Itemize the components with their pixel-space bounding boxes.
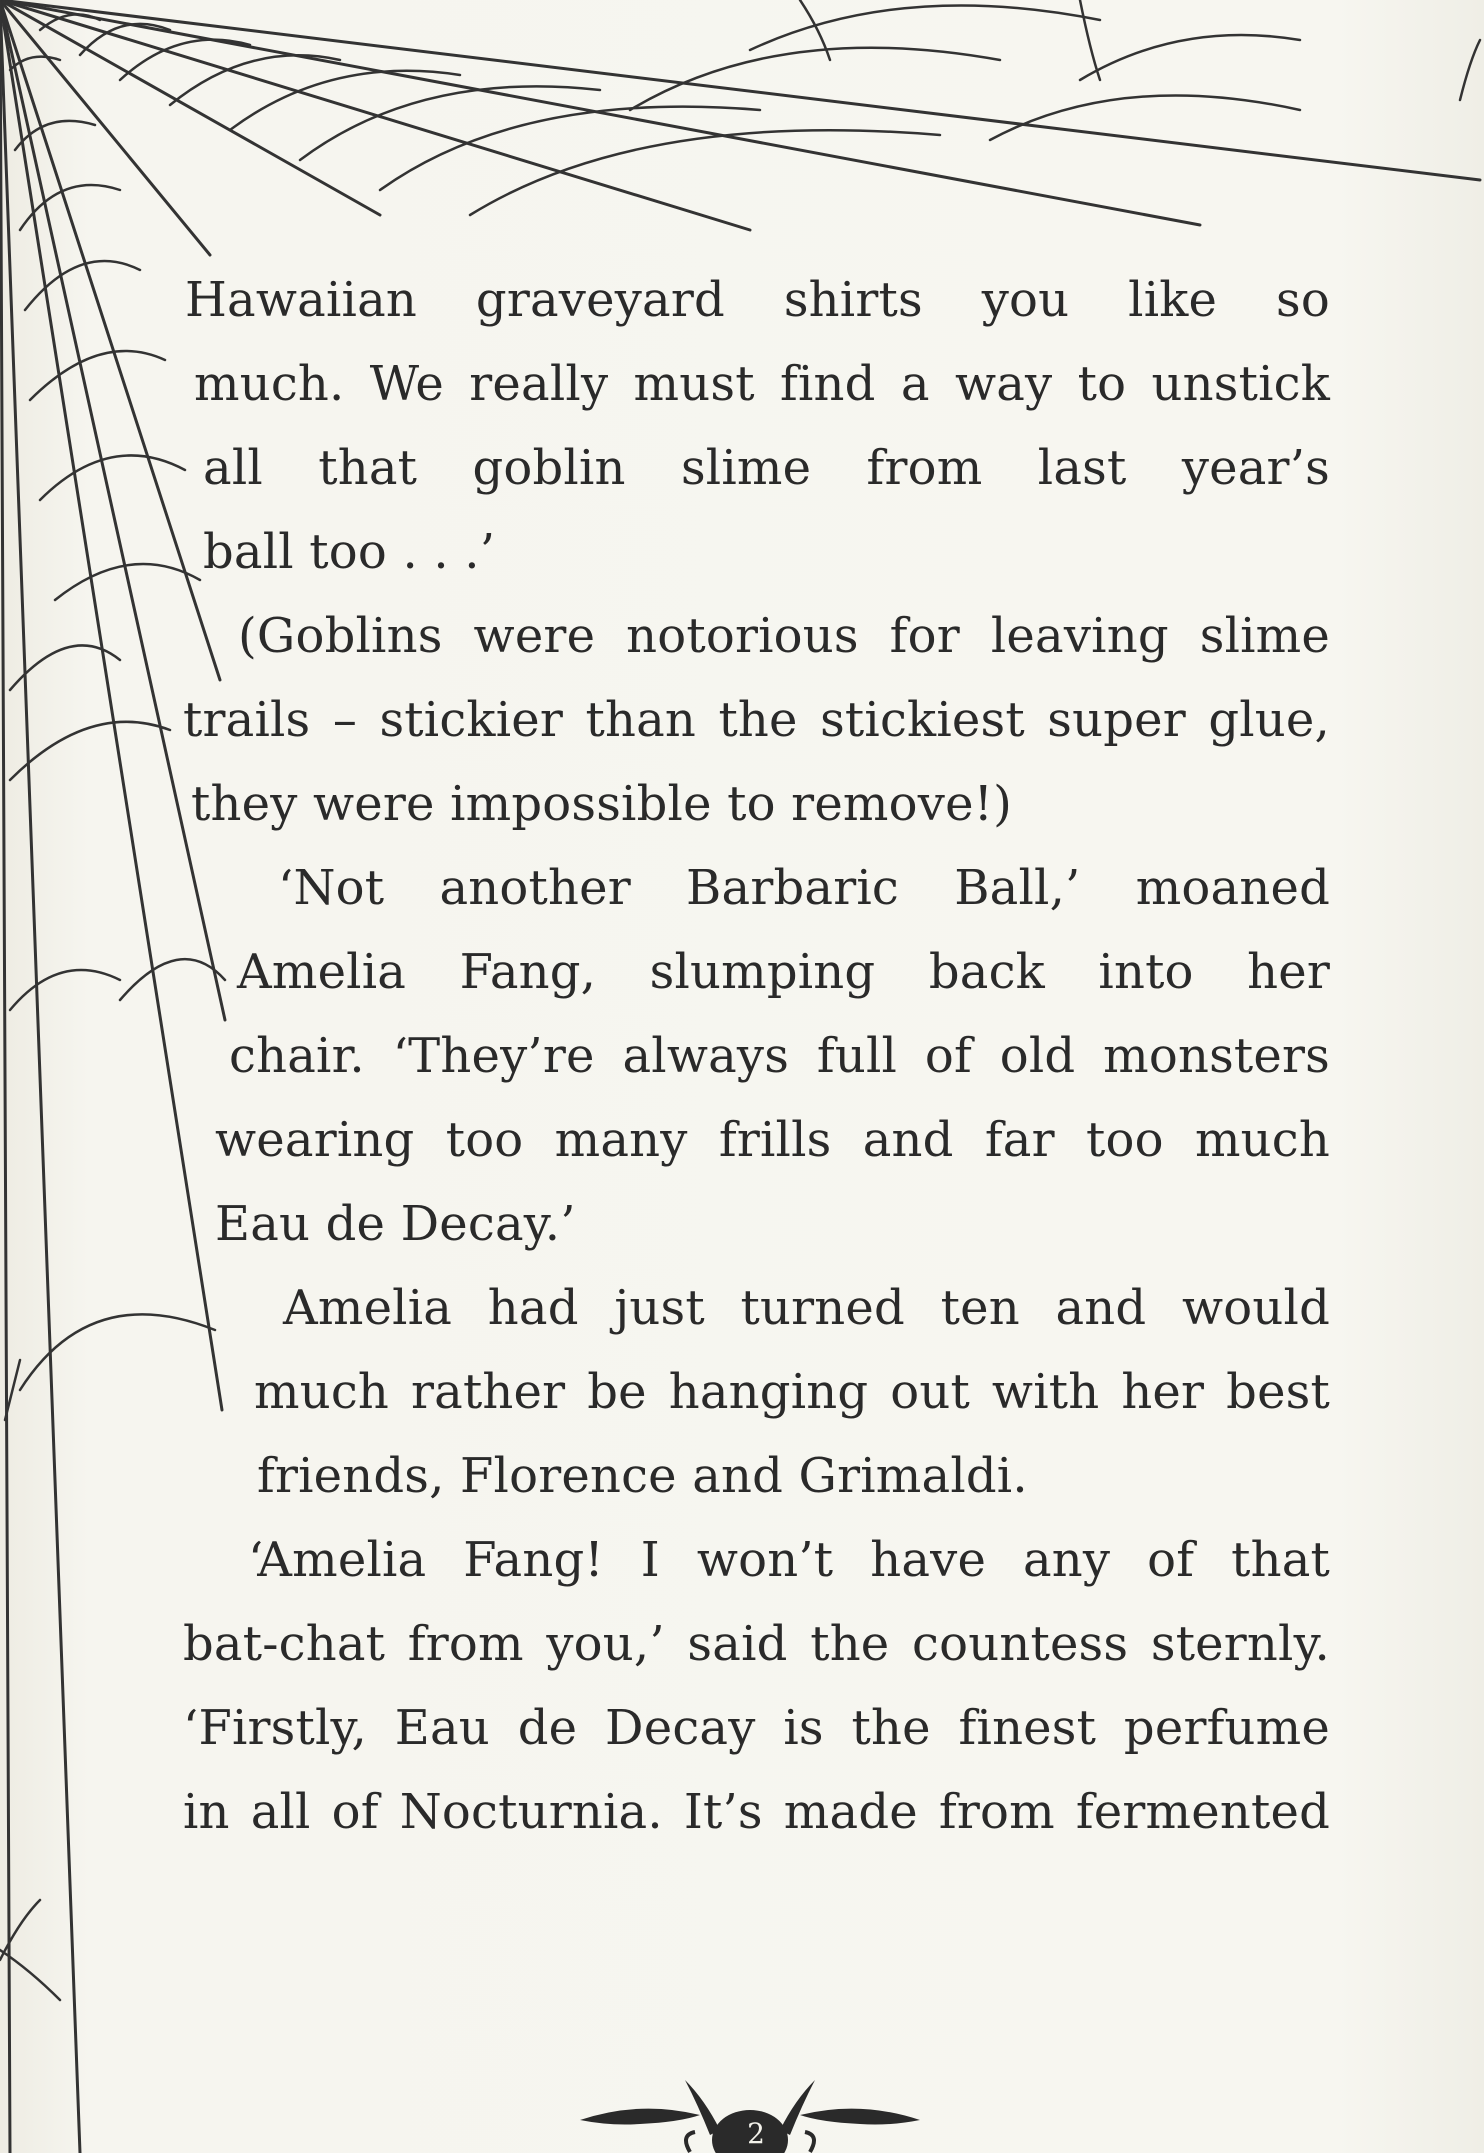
text-line: Hawaiian graveyard shirts you like so xyxy=(185,272,1330,328)
text-line: ball too . . .’ xyxy=(203,524,496,580)
text-line: all that goblin slime from last year’s xyxy=(203,440,1330,496)
text-line: (Goblins were notorious for leaving slime xyxy=(238,608,1330,664)
page-number: 2 xyxy=(747,2117,765,2150)
text-line: chair. ‘They’re always full of old monsters xyxy=(229,1028,1330,1084)
text-line: much. We really must find a way to unstick xyxy=(194,356,1330,412)
text-line: in all of Nocturnia. It’s made from fermented xyxy=(183,1784,1330,1840)
text-line: Amelia Fang, slumping back into her xyxy=(237,944,1330,1000)
text-line: bat-chat from you,’ said the countess sternly. xyxy=(183,1616,1330,1672)
text-line: they were impossible to remove!) xyxy=(191,776,1013,832)
text-line: trails – stickier than the stickiest super glue, xyxy=(183,692,1330,748)
text-line: Amelia had just turned ten and would xyxy=(283,1280,1330,1336)
text-line: wearing too many frills and far too much xyxy=(215,1112,1330,1168)
text-line: Eau de Decay.’ xyxy=(215,1196,576,1252)
text-line: ‘Firstly, Eau de Decay is the finest perfume xyxy=(183,1700,1330,1756)
text-line: friends, Florence and Grimaldi. xyxy=(257,1448,1028,1504)
text-line: much rather be hanging out with her best xyxy=(254,1364,1330,1420)
text-line: ‘Amelia Fang! I won’t have any of that xyxy=(248,1532,1330,1588)
text-line: ‘Not another Barbaric Ball,’ moaned xyxy=(278,860,1330,916)
